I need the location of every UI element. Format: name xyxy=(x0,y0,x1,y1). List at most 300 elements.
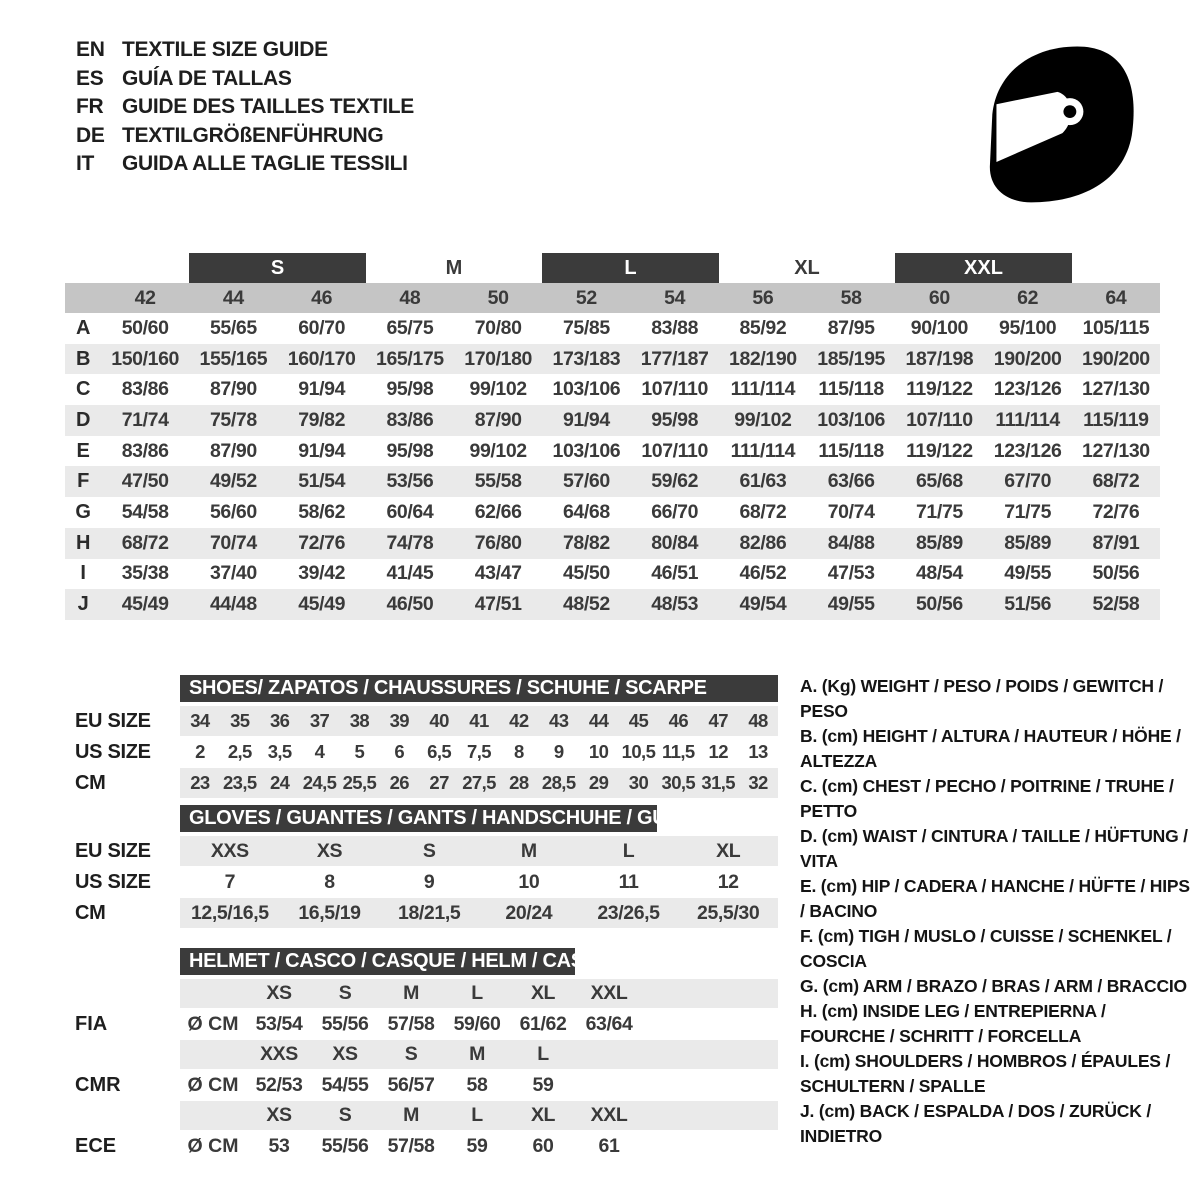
value-cell: 190/200 xyxy=(993,347,1062,370)
value-cell: 28 xyxy=(509,772,529,793)
value-cell: 30 xyxy=(628,772,649,793)
value-cell: 61/62 xyxy=(519,1012,567,1035)
shoes-row-eu-size xyxy=(75,706,778,736)
size-col-58: 58 xyxy=(840,286,862,309)
value-cell: 23/26,5 xyxy=(597,901,660,924)
value-cell: 49/55 xyxy=(827,593,875,616)
size-group-S: S xyxy=(189,253,366,283)
value-cell: 49/54 xyxy=(739,593,787,616)
value-cell: 99/102 xyxy=(469,439,527,462)
value-cell: 115/119 xyxy=(1083,408,1149,431)
value-cell: 55/58 xyxy=(474,470,522,493)
value-cell: 39 xyxy=(389,710,409,731)
helmet-values-fia xyxy=(75,1009,778,1039)
value-cell: 119/122 xyxy=(906,378,973,401)
row-letter: C xyxy=(75,378,91,401)
legend-line-B: B. (cm) HEIGHT / ALTURA / HAUTEUR / HÖHE / ALTEZZA xyxy=(800,726,1181,771)
value-cell: 57/60 xyxy=(562,470,610,493)
helmet-sizes-cmr xyxy=(180,1040,778,1069)
value-cell: 47/53 xyxy=(827,562,875,585)
value-cell: 10 xyxy=(518,870,540,893)
lang-row-fr xyxy=(76,93,414,122)
gloves-row-cm xyxy=(75,898,778,928)
value-cell: S xyxy=(422,839,436,862)
value-cell: 95/98 xyxy=(386,439,434,462)
value-cell: 46/50 xyxy=(386,593,434,616)
value-cell: 12 xyxy=(708,741,728,762)
lang-label: GUIDE DES TAILLES TEXTILE xyxy=(122,95,414,119)
size-cell: XS xyxy=(266,1104,292,1126)
value-cell: 103/106 xyxy=(552,439,621,462)
size-col-46: 46 xyxy=(311,286,333,309)
value-cell: 68/72 xyxy=(121,531,169,554)
value-cell: 46/52 xyxy=(739,562,787,585)
value-cell: 6,5 xyxy=(427,741,452,762)
lang-row-de xyxy=(76,122,414,151)
size-cell: XS xyxy=(332,1043,358,1065)
value-cell: 87/91 xyxy=(1092,531,1140,554)
value-cell: 60 xyxy=(532,1134,554,1157)
size-col-50: 50 xyxy=(487,286,509,309)
value-cell: 49/55 xyxy=(1004,562,1052,585)
value-cell: 85/89 xyxy=(1004,531,1052,554)
shoes-values xyxy=(180,768,778,798)
value-cell: 99/102 xyxy=(469,378,527,401)
row-letter: A xyxy=(75,316,91,339)
value-cell: 70/74 xyxy=(827,500,875,523)
value-cell: 60/70 xyxy=(298,316,346,339)
shoes-row-cm xyxy=(75,768,778,798)
size-col-42: 42 xyxy=(134,286,156,309)
row-letter: G xyxy=(75,500,91,523)
value-cell: 107/110 xyxy=(906,408,973,431)
value-cell: 90/100 xyxy=(910,316,968,339)
value-cell: 70/74 xyxy=(209,531,257,554)
row-letter: I xyxy=(80,562,86,585)
shoes-section xyxy=(75,675,778,799)
value-cell: 10 xyxy=(588,741,609,762)
value-cell: 190/200 xyxy=(1082,347,1150,370)
value-cell: 85/92 xyxy=(739,316,787,339)
value-cell: 150/160 xyxy=(111,347,179,370)
size-col-54: 54 xyxy=(664,286,686,309)
value-cell: 107/110 xyxy=(641,378,708,401)
value-cell: 45/50 xyxy=(562,562,610,585)
value-cell: 87/95 xyxy=(827,316,875,339)
legend-line-H: H. (cm) INSIDE LEG / ENTREPIERNA / FOURCHE / SCHRITT / FORCELLA xyxy=(800,1001,1106,1046)
value-cell: 10,5 xyxy=(621,741,656,762)
value-cell: 59 xyxy=(466,1134,488,1157)
value-cell: 43/47 xyxy=(474,562,522,585)
value-cell: 72/76 xyxy=(1092,500,1140,523)
value-cell: 9 xyxy=(553,741,564,762)
value-cell: 44 xyxy=(588,710,609,731)
value-cell: 105/115 xyxy=(1082,316,1150,339)
value-cell: 60/64 xyxy=(386,500,434,523)
diameter-label: Ø CM xyxy=(187,1012,239,1035)
gloves-title-bar: GLOVES / GUANTES / GANTS / HANDSCHUHE / GUANTI xyxy=(180,805,657,832)
lang-row-it xyxy=(76,150,414,179)
value-cell: 49/52 xyxy=(209,470,257,493)
value-cell: 36 xyxy=(269,710,290,731)
size-group-XL: XL xyxy=(794,256,820,279)
value-cell: 8 xyxy=(324,870,335,893)
size-cell: M xyxy=(403,982,419,1004)
standard-label: ECE xyxy=(75,1134,117,1157)
lang-row-en xyxy=(76,36,414,65)
size-cell: L xyxy=(537,1043,549,1065)
value-cell: 9 xyxy=(423,870,435,893)
value-cell xyxy=(576,1070,642,1100)
row-label: CM xyxy=(75,771,106,794)
value-cell: 65/75 xyxy=(386,316,434,339)
value-cell: 46/51 xyxy=(651,562,699,585)
value-cell: 83/86 xyxy=(386,408,434,431)
size-cell: XXL xyxy=(590,1104,628,1126)
legend-line-C: C. (cm) CHEST / PECHO / POITRINE / TRUHE / PETTO xyxy=(800,776,1174,821)
row-letter: J xyxy=(77,593,89,616)
shoes-values xyxy=(180,706,778,736)
gloves-values xyxy=(180,898,778,928)
textile-row-C xyxy=(65,374,1160,405)
value-cell: 46 xyxy=(668,710,689,731)
value-cell: 47/50 xyxy=(121,470,169,493)
size-cell: XXL xyxy=(590,982,628,1004)
value-cell: 170/180 xyxy=(464,347,532,370)
value-cell: 48 xyxy=(748,710,768,731)
value-cell: 83/88 xyxy=(651,316,699,339)
value-cell: 115/118 xyxy=(818,439,884,462)
lang-label: TEXTILGRÖßENFÜHRUNG xyxy=(122,123,384,147)
size-col-64: 64 xyxy=(1105,286,1127,309)
value-cell: 62/66 xyxy=(474,500,522,523)
value-cell: 78/82 xyxy=(562,531,610,554)
helmet-standards xyxy=(75,979,778,1161)
size-band-spacer xyxy=(180,1101,246,1130)
lang-label: GUIDA ALLE TAGLIE TESSILI xyxy=(122,152,408,176)
size-band-spacer xyxy=(65,283,101,313)
value-cell: 45 xyxy=(628,710,649,731)
filler xyxy=(642,1101,778,1130)
value-cell: 11,5 xyxy=(662,741,695,762)
value-cell: 67/70 xyxy=(1004,470,1052,493)
value-cell: 12 xyxy=(717,870,739,893)
row-label: CM xyxy=(75,901,106,924)
value-cell: L xyxy=(622,839,635,862)
filler xyxy=(642,1009,778,1039)
value-cell: 27 xyxy=(429,772,449,793)
value-cell: 2,5 xyxy=(227,741,252,762)
value-cell: 87/90 xyxy=(474,408,522,431)
value-cell: 18/21,5 xyxy=(398,901,461,924)
value-cell: 38 xyxy=(349,710,370,731)
value-cell: 44/48 xyxy=(209,593,257,616)
value-cell: 103/106 xyxy=(552,378,621,401)
value-cell: 43 xyxy=(549,710,569,731)
value-cell: 72/76 xyxy=(298,531,346,554)
size-col-62: 62 xyxy=(1017,286,1039,309)
value-cell: 103/106 xyxy=(817,408,885,431)
lang-row-es xyxy=(76,65,414,94)
value-cell: 107/110 xyxy=(641,439,708,462)
value-cell: 57/58 xyxy=(387,1134,435,1157)
value-cell: 6 xyxy=(394,741,405,762)
value-cell: 59/60 xyxy=(453,1012,501,1035)
value-cell: 4 xyxy=(314,741,325,762)
value-cell: 87/90 xyxy=(209,378,257,401)
value-cell: 55/65 xyxy=(209,316,257,339)
helmet-section xyxy=(75,948,778,1162)
value-cell: 2 xyxy=(195,741,205,762)
filler xyxy=(642,1040,778,1069)
helmet-values-cmr xyxy=(75,1070,778,1100)
value-cell: 95/100 xyxy=(999,316,1057,339)
value-cell: 127/130 xyxy=(1082,378,1150,401)
value-cell: 91/94 xyxy=(298,378,346,401)
value-cell: 23 xyxy=(190,772,210,793)
value-cell: 5 xyxy=(354,741,365,762)
standard-label: CMR xyxy=(75,1073,121,1096)
value-cell: 27,5 xyxy=(462,772,496,793)
diameter-label: Ø CM xyxy=(187,1134,239,1157)
diameter-label: Ø CM xyxy=(187,1073,239,1096)
value-cell: 68/72 xyxy=(739,500,787,523)
value-cell: 123/126 xyxy=(993,378,1062,401)
size-band-spacer xyxy=(180,979,246,1008)
legend-line-A: A. (Kg) WEIGHT / PESO / POIDS / GEWITCH / PESO xyxy=(800,676,1164,721)
value-cell: 25,5/30 xyxy=(697,901,760,924)
row-letter: D xyxy=(75,408,91,431)
value-cell: 30,5 xyxy=(661,772,696,793)
gloves-section xyxy=(75,805,778,929)
value-cell: 24,5 xyxy=(302,772,337,793)
value-cell: 54/55 xyxy=(321,1073,369,1096)
value-cell: 48/53 xyxy=(651,593,699,616)
lang-label: TEXTILE SIZE GUIDE xyxy=(122,38,328,62)
language-title-list xyxy=(76,36,414,179)
lang-code: IT xyxy=(76,152,95,176)
value-cell: 35/38 xyxy=(121,562,169,585)
filler xyxy=(642,979,778,1008)
value-cell: 28,5 xyxy=(541,772,576,793)
value-cell: 48/52 xyxy=(562,593,610,616)
textile-size-groups xyxy=(65,253,1160,283)
value-cell: 47/51 xyxy=(474,593,522,616)
gloves-values xyxy=(180,836,778,866)
value-cell: 31,5 xyxy=(701,772,735,793)
value-cell: 71/75 xyxy=(915,500,963,523)
shoes-values xyxy=(180,737,778,767)
legend-line-D: D. (cm) WAIST / CINTURA / TAILLE / HÜFTUNG / VITA xyxy=(800,826,1188,871)
size-group-M: M xyxy=(445,256,463,279)
row-label: EU SIZE xyxy=(75,709,151,732)
value-cell: 95/98 xyxy=(651,408,699,431)
value-cell: 76/80 xyxy=(474,531,522,554)
row-label: US SIZE xyxy=(75,870,151,893)
row-letter: H xyxy=(75,531,91,554)
value-cell: 50/56 xyxy=(1092,562,1140,585)
size-cell: L xyxy=(471,982,483,1004)
value-cell: 39/42 xyxy=(298,562,346,585)
size-col-56: 56 xyxy=(752,286,774,309)
value-cell: 185/195 xyxy=(817,347,885,370)
value-cell: 34 xyxy=(190,710,210,731)
value-cell: 47 xyxy=(708,710,728,731)
legend-line-E: E. (cm) HIP / CADERA / HANCHE / HÜFTE / HIPS / BACINO xyxy=(800,876,1190,921)
value-cell: 23,5 xyxy=(222,772,257,793)
value-cell: 187/198 xyxy=(905,347,974,370)
row-letter: E xyxy=(76,439,90,462)
value-cell: 37/40 xyxy=(209,562,257,585)
value-cell: 119/122 xyxy=(906,439,973,462)
lang-code: FR xyxy=(76,95,104,119)
value-cell: 26 xyxy=(389,772,409,793)
size-group-XXL: XXL xyxy=(895,253,1072,283)
value-cell: 115/118 xyxy=(818,378,884,401)
value-cell: 177/187 xyxy=(640,347,709,370)
racing-helmet-icon xyxy=(975,38,1140,210)
value-cell: 61 xyxy=(598,1134,620,1157)
value-cell: 70/80 xyxy=(474,316,522,339)
value-cell: 59/62 xyxy=(651,470,699,493)
value-cell: 13 xyxy=(748,741,768,762)
value-cell: 85/89 xyxy=(915,531,963,554)
value-cell: 51/54 xyxy=(298,470,346,493)
size-cell: L xyxy=(471,1104,483,1126)
shoes-title-bar: SHOES/ ZAPATOS / CHAUSSURES / SCHUHE / SCARPE xyxy=(180,675,778,702)
value-cell: 42 xyxy=(509,710,529,731)
value-cell: 50/60 xyxy=(121,316,169,339)
value-cell: 66/70 xyxy=(651,500,699,523)
value-cell: 127/130 xyxy=(1082,439,1150,462)
lang-code: EN xyxy=(76,38,105,62)
gloves-row-us-size xyxy=(75,867,778,897)
value-cell: 8 xyxy=(514,741,524,762)
textile-row-I xyxy=(65,559,1160,590)
value-cell: 71/74 xyxy=(121,408,169,431)
value-cell: 80/84 xyxy=(651,531,699,554)
size-cell: XXS xyxy=(260,1043,298,1065)
value-cell: 63/66 xyxy=(827,470,875,493)
textile-row-E xyxy=(65,436,1160,467)
value-cell: 68/72 xyxy=(1092,470,1140,493)
textile-row-A xyxy=(65,313,1160,344)
value-cell: XL xyxy=(716,839,741,862)
textile-row-F xyxy=(65,466,1160,497)
value-cell: 63/64 xyxy=(585,1012,633,1035)
value-cell: 45/49 xyxy=(298,593,346,616)
value-cell: 61/63 xyxy=(739,470,787,493)
value-cell: 75/78 xyxy=(209,408,257,431)
value-cell: 56/60 xyxy=(209,500,257,523)
legend-line-G: G. (cm) ARM / BRAZO / BRAS / ARM / BRACCIO xyxy=(800,976,1187,996)
value-cell: 83/86 xyxy=(121,378,169,401)
lang-code: DE xyxy=(76,123,105,147)
value-cell: 74/78 xyxy=(386,531,434,554)
standard-label: FIA xyxy=(75,1012,108,1035)
value-cell: 12,5/16,5 xyxy=(190,901,269,924)
gloves-values xyxy=(180,867,778,897)
value-cell: 64/68 xyxy=(562,500,610,523)
value-cell: 95/98 xyxy=(386,378,434,401)
value-cell: 7,5 xyxy=(467,741,491,762)
value-cell: 25,5 xyxy=(342,772,377,793)
size-col-44: 44 xyxy=(222,286,244,309)
filler xyxy=(642,1131,778,1161)
value-cell: 111/114 xyxy=(995,408,1060,431)
value-cell: 29 xyxy=(588,772,609,793)
value-cell: 11 xyxy=(618,870,639,893)
value-cell: 3,5 xyxy=(267,741,292,762)
lang-code: ES xyxy=(76,66,104,90)
gloves-rows xyxy=(75,836,778,928)
value-cell: 52/58 xyxy=(1092,593,1140,616)
value-cell: XS xyxy=(316,839,343,862)
textile-table-body xyxy=(65,313,1160,620)
value-cell: 53 xyxy=(268,1134,290,1157)
size-band-spacer xyxy=(180,1040,246,1069)
value-cell: 48/54 xyxy=(915,562,963,585)
value-cell: 52/53 xyxy=(255,1073,303,1096)
helmet-sizes-fia xyxy=(180,979,778,1008)
value-cell: 59 xyxy=(532,1073,554,1096)
helmet-sizes-ece xyxy=(180,1101,778,1130)
row-letter: F xyxy=(77,470,89,493)
textile-row-G xyxy=(65,497,1160,528)
legend-line-I: I. (cm) SHOULDERS / HOMBROS / ÉPAULES / SCHULTERN / SPALLE xyxy=(800,1051,1171,1096)
value-cell: 65/68 xyxy=(915,470,963,493)
size-cell: XL xyxy=(530,1104,556,1126)
value-cell: 160/170 xyxy=(287,347,356,370)
value-cell: 111/114 xyxy=(730,378,796,401)
value-cell: 58 xyxy=(466,1073,488,1096)
textile-row-J xyxy=(65,589,1160,620)
size-col-52: 52 xyxy=(575,286,597,309)
size-col-48: 48 xyxy=(399,286,421,309)
value-cell: 51/56 xyxy=(1004,593,1052,616)
size-col-60: 60 xyxy=(928,286,950,309)
filler xyxy=(642,1070,778,1100)
measurement-legend xyxy=(800,674,1192,1149)
legend-line-J: J. (cm) BACK / ESPALDA / DOS / ZURÜCK / INDIETRO xyxy=(800,1101,1151,1146)
helmet-values-ece xyxy=(75,1131,778,1161)
value-cell: M xyxy=(520,839,537,862)
textile-row-D xyxy=(65,405,1160,436)
value-cell: 173/183 xyxy=(552,347,621,370)
size-cell: M xyxy=(469,1043,485,1065)
textile-size-table xyxy=(65,253,1160,620)
value-cell: 111/114 xyxy=(730,439,796,462)
value-cell: 91/94 xyxy=(298,439,346,462)
gloves-row-eu-size xyxy=(75,836,778,866)
size-cell: XS xyxy=(266,982,292,1004)
value-cell: 41/45 xyxy=(386,562,434,585)
value-cell: 82/86 xyxy=(739,531,787,554)
size-cell: S xyxy=(404,1043,418,1065)
value-cell: 79/82 xyxy=(298,408,346,431)
size-cell: XL xyxy=(530,982,556,1004)
value-cell: 123/126 xyxy=(993,439,1062,462)
value-cell: 182/190 xyxy=(729,347,797,370)
size-cell: S xyxy=(338,982,352,1004)
value-cell: 83/86 xyxy=(121,439,169,462)
size-cell: M xyxy=(403,1104,419,1126)
value-cell: 32 xyxy=(748,772,768,793)
shoes-row-us-size xyxy=(75,737,778,767)
value-cell: 37 xyxy=(309,710,330,731)
value-cell: 75/85 xyxy=(562,316,610,339)
textile-size-band xyxy=(65,283,1160,313)
